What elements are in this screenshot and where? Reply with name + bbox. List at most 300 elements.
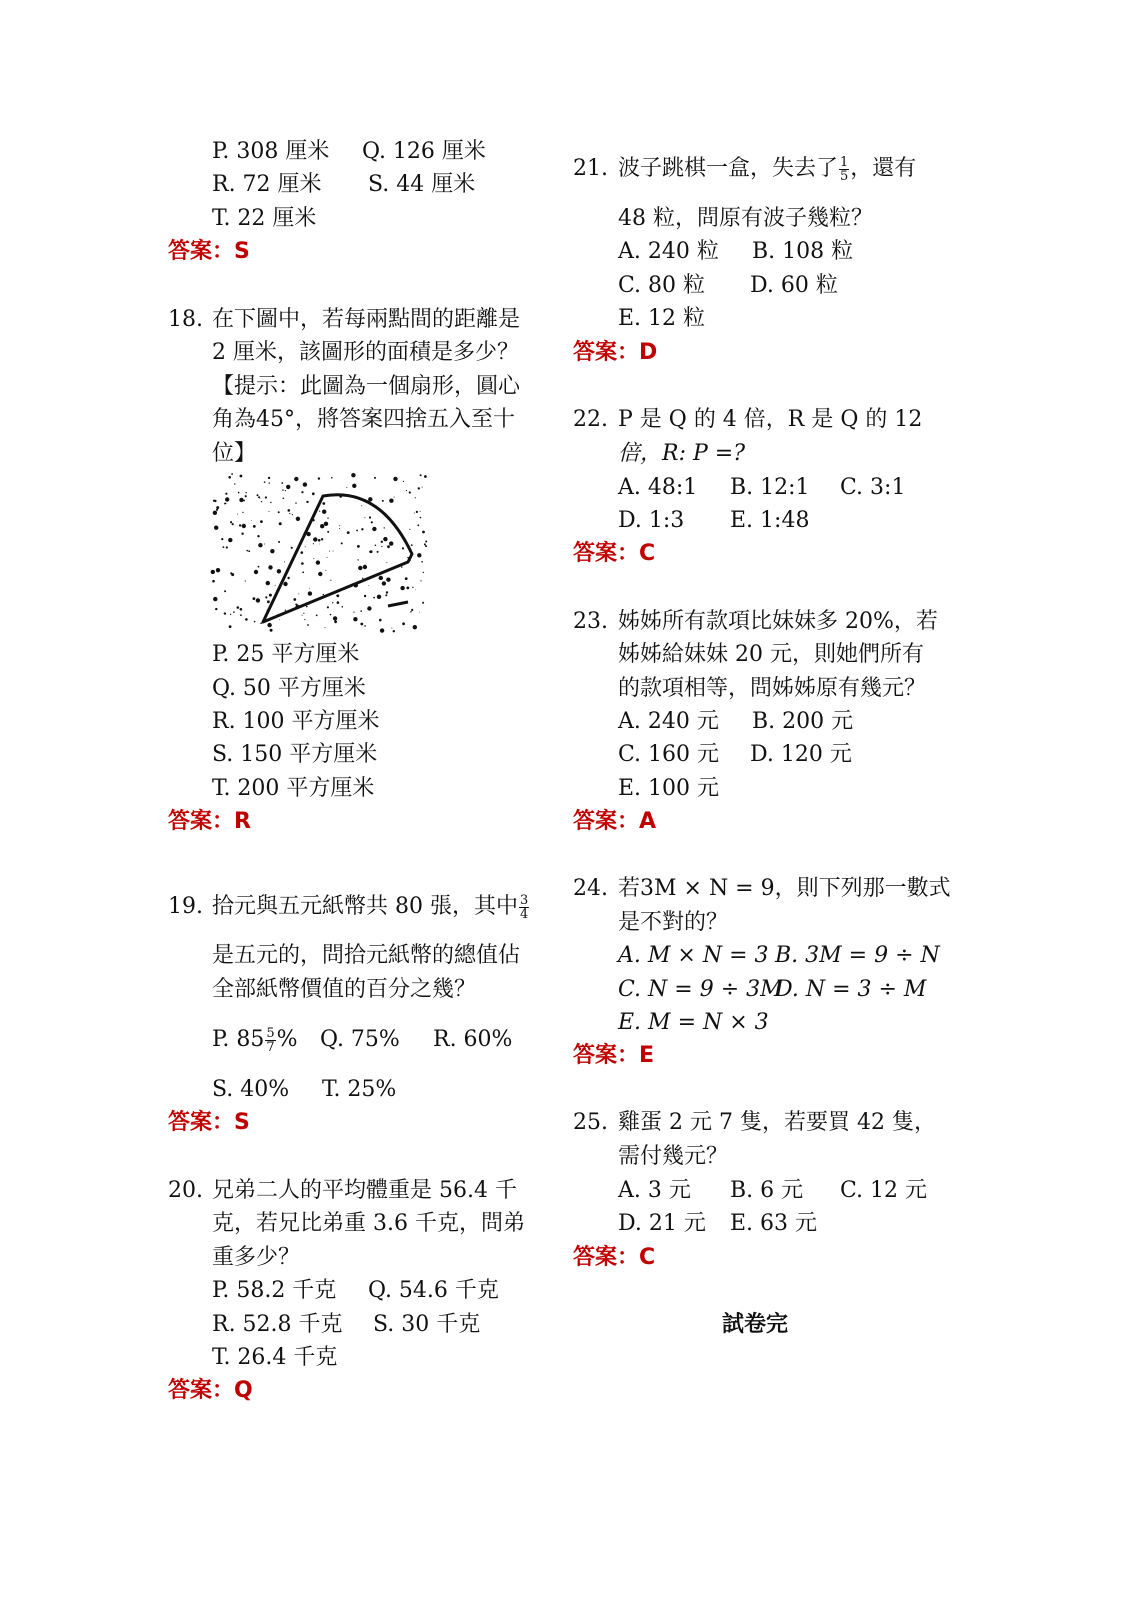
speckle-dot — [416, 511, 418, 513]
speckle-dot — [308, 591, 312, 595]
speckle-dot — [383, 537, 387, 541]
speckle-dot — [224, 590, 226, 592]
q18-option-p: P. 25 平方厘米 — [212, 642, 360, 667]
speckle-dot — [224, 503, 226, 505]
speckle-dot — [269, 594, 272, 597]
q21-option-c: C. 80 粒 — [618, 273, 706, 298]
speckle-dot — [323, 594, 324, 595]
speckle-dot — [341, 542, 343, 544]
speckle-dot — [379, 619, 382, 622]
speckle-dot — [318, 477, 320, 479]
q24-line-1: 若3M × N = 9，則下列那一數式 — [618, 876, 951, 901]
q25-option-d: D. 21 元 — [618, 1211, 706, 1236]
q19-line-1-text: 拾元與五元紙幣共 80 張，其中 — [212, 894, 518, 919]
q23-option-a: A. 240 元 — [618, 709, 719, 734]
speckle-dot — [312, 492, 315, 495]
speckle-dot — [246, 550, 248, 552]
speckle-dot — [339, 525, 340, 526]
speckle-dot — [232, 523, 234, 525]
speckle-dot — [417, 524, 419, 526]
speckle-dot — [318, 539, 321, 542]
speckle-dot — [384, 527, 385, 528]
speckle-dot — [412, 587, 413, 588]
q20-number: 20. — [168, 1178, 203, 1203]
speckle-dot — [422, 531, 425, 534]
speckle-dot — [361, 528, 363, 530]
speckle-dot — [403, 481, 404, 482]
q19-option-p-percent: % — [276, 1027, 298, 1052]
q18-line-2: 2 厘米，該圖形的面積是多少？ — [212, 340, 519, 365]
speckle-dot — [279, 619, 280, 620]
speckle-dot — [296, 517, 300, 521]
speckle-dot — [242, 512, 243, 513]
q22-line-2: 倍，R: P =? — [618, 441, 745, 466]
speckle-dot — [329, 551, 330, 552]
speckle-dot — [361, 505, 362, 506]
speckle-dot — [240, 608, 243, 611]
speckle-dot — [225, 493, 227, 495]
speckle-dot — [373, 597, 375, 599]
q21-fraction-den: 5 — [840, 168, 849, 184]
speckle-dot — [379, 576, 383, 580]
speckle-dot — [285, 490, 286, 491]
speckle-dot — [237, 606, 240, 609]
speckle-dot — [415, 497, 416, 498]
q25-option-a: A. 3 元 — [618, 1178, 691, 1203]
q20-line-1: 兄弟二人的平均體重是 56.4 千 — [212, 1178, 517, 1203]
q18-number: 18. — [168, 307, 203, 332]
speckle-dot — [382, 581, 386, 585]
speckle-dot — [316, 560, 320, 564]
speckle-dot — [422, 602, 424, 604]
q19-fraction — [519, 894, 529, 921]
speckle-dot — [261, 501, 262, 502]
speckle-dot — [305, 546, 306, 547]
speckle-dot — [417, 553, 421, 557]
q20-option-r: R. 52.8 千克 — [212, 1312, 343, 1337]
speckle-dot — [336, 595, 337, 596]
speckle-dot — [226, 503, 227, 504]
speckle-dot — [226, 546, 228, 548]
speckle-dot — [230, 572, 232, 574]
speckle-dot — [233, 611, 235, 613]
speckle-dot — [285, 610, 286, 611]
speckle-dot — [289, 513, 290, 514]
speckle-dot — [215, 608, 217, 610]
q22-answer: 答案：C — [573, 541, 656, 566]
speckle-dot — [327, 531, 329, 533]
speckle-dot — [225, 497, 229, 501]
speckle-dot — [330, 614, 332, 616]
speckle-dot — [325, 570, 326, 571]
q19-option-s: S. 40% — [212, 1077, 290, 1102]
speckle-dot — [221, 538, 223, 540]
speckle-dot — [347, 531, 350, 534]
speckle-dot — [254, 621, 256, 623]
speckle-dot — [264, 481, 266, 483]
speckle-dot — [421, 561, 423, 563]
q24-line-2: 是不對的？ — [618, 910, 729, 935]
speckle-dot — [393, 477, 397, 481]
speckle-dot — [353, 612, 354, 613]
q19-fraction-den: 4 — [519, 906, 529, 922]
q19-line-2: 是五元的，問拾元紙幣的總值佔 — [212, 943, 521, 968]
speckle-dot — [423, 572, 424, 573]
speckle-dot — [309, 588, 310, 589]
q20-answer: 答案：Q — [168, 1378, 253, 1403]
q17-option-r: R. 72 厘米 — [212, 172, 322, 197]
speckle-dot — [318, 572, 322, 576]
q22-line-1: P 是 Q 的 4 倍，R 是 Q 的 12 — [618, 407, 923, 432]
speckle-dot — [270, 502, 271, 503]
speckle-dot — [230, 614, 231, 615]
speckle-dot — [425, 541, 427, 543]
speckle-dot — [212, 580, 215, 583]
speckle-dot — [267, 623, 271, 627]
speckle-dot — [223, 546, 225, 548]
speckle-dot — [356, 530, 358, 532]
speckle-dot — [216, 568, 220, 572]
speckle-dot — [360, 623, 363, 626]
speckle-dot — [339, 528, 340, 529]
speckle-dot — [367, 606, 371, 610]
speckle-dot — [213, 500, 215, 502]
speckle-dot — [346, 487, 347, 488]
q20-option-p: P. 58.2 千克 — [212, 1278, 337, 1303]
q25-line-2: 需付幾元？ — [618, 1144, 729, 1169]
speckle-dot — [254, 570, 258, 574]
speckle-dot — [375, 545, 377, 547]
speckle-dot — [293, 598, 296, 601]
speckle-dot — [420, 517, 422, 519]
speckle-dot — [415, 590, 416, 591]
speckle-dot — [334, 620, 337, 623]
speckle-dot — [282, 489, 283, 490]
speckle-dot — [419, 612, 420, 613]
speckle-dot — [386, 562, 387, 563]
speckle-dot — [307, 624, 309, 626]
speckle-dot — [242, 524, 246, 528]
q19-answer: 答案：S — [168, 1110, 250, 1135]
speckle-dot — [228, 538, 232, 542]
speckle-dot — [393, 630, 395, 632]
speckle-dot — [283, 582, 287, 586]
speckle-dot — [258, 496, 260, 498]
q25-option-c: C. 12 元 — [840, 1178, 928, 1203]
speckle-dot — [333, 616, 337, 620]
q25-option-e: E. 63 元 — [730, 1211, 818, 1236]
speckle-dot — [353, 617, 357, 621]
q23-option-d: D. 120 元 — [750, 742, 852, 767]
q21-number: 21. — [573, 156, 608, 181]
speckle-dot — [257, 535, 259, 537]
speckle-dot — [270, 629, 273, 632]
q22-option-b: B. 12:1 — [730, 475, 810, 500]
q24-option-e: E. M = N × 3 — [618, 1010, 769, 1035]
q19-number: 19. — [168, 894, 203, 919]
q22-number: 22. — [573, 407, 608, 432]
speckle-dot — [313, 537, 317, 541]
q18-line-5: 位】 — [212, 441, 257, 466]
speckle-dot — [245, 580, 246, 581]
speckle-dot — [381, 541, 383, 543]
speckle-dot — [319, 544, 320, 545]
q17-answer: 答案：S — [168, 239, 250, 264]
q19-fraction-num: 3 — [519, 892, 529, 908]
speckle-dot — [327, 606, 329, 608]
speckle-dot — [265, 496, 267, 498]
speckle-dot — [319, 511, 320, 512]
speckle-dot — [321, 538, 323, 540]
speckle-dot — [322, 502, 325, 505]
speckle-dot — [268, 565, 272, 569]
q24-number: 24. — [573, 876, 608, 901]
speckle-dot — [258, 566, 260, 568]
speckle-dot — [301, 551, 304, 554]
speckle-dot — [418, 487, 420, 489]
speckle-dot — [253, 525, 256, 528]
speckle-dot — [256, 598, 260, 602]
speckle-dot — [342, 606, 344, 608]
speckle-dot — [213, 511, 217, 515]
q21-option-e: E. 12 粒 — [618, 306, 706, 331]
q21-fraction-num: 1 — [840, 154, 849, 170]
speckle-dot — [301, 491, 303, 493]
speckle-dot — [260, 520, 263, 523]
speckle-dot — [325, 627, 326, 628]
speckle-dot — [391, 628, 392, 629]
speckle-dot — [401, 586, 402, 587]
speckle-dot — [357, 545, 360, 548]
speckle-dot — [414, 513, 415, 514]
speckle-dot — [394, 497, 395, 498]
q18-line-3: 【提示：此圖為一個扇形，圓心 — [212, 374, 521, 399]
speckle-dot — [228, 476, 231, 479]
speckle-dot — [234, 483, 235, 484]
speckle-dot — [411, 544, 413, 546]
speckle-dot — [298, 593, 299, 594]
speckle-dot — [324, 522, 328, 526]
speckle-dot — [302, 571, 304, 573]
q25-answer: 答案：C — [573, 1245, 656, 1270]
speckle-dot — [240, 614, 242, 616]
speckle-dot — [360, 610, 362, 612]
speckle-dot — [288, 509, 291, 512]
speckle-dot — [320, 524, 324, 528]
speckle-dot — [245, 618, 248, 621]
speckle-dot — [351, 473, 355, 477]
speckle-dot — [385, 594, 387, 596]
speckle-dot — [278, 541, 280, 543]
q19-option-r: R. 60% — [433, 1027, 513, 1052]
q20-option-s: S. 30 千克 — [373, 1312, 481, 1337]
speckle-dot — [264, 544, 265, 545]
speckle-dot — [425, 545, 427, 547]
q18-option-q: Q. 50 平方厘米 — [212, 676, 366, 701]
speckle-dot — [237, 514, 238, 515]
speckle-dot — [239, 524, 241, 526]
q25-line-1: 雞蛋 2 元 7 隻，若要買 42 隻， — [618, 1110, 936, 1135]
speckle-dot — [267, 600, 270, 603]
speckle-dot — [331, 477, 333, 479]
speckle-dot — [332, 602, 333, 603]
speckle-dot — [260, 623, 262, 625]
q20-line-3: 重多少？ — [212, 1245, 301, 1270]
speckle-dot — [389, 541, 393, 545]
speckle-dot — [277, 569, 281, 573]
speckle-dot — [420, 580, 421, 581]
speckle-dot — [213, 597, 217, 601]
speckle-dot — [413, 625, 417, 629]
q21-line-1-tail: ，還有 — [850, 156, 917, 181]
speckle-dot — [387, 545, 390, 548]
speckle-dot — [239, 498, 243, 502]
q21-fraction — [839, 156, 849, 183]
q21-line-1 — [618, 155, 916, 183]
q19-option-q: Q. 75% — [320, 1027, 400, 1052]
speckle-dot — [294, 477, 298, 481]
speckle-dot — [364, 625, 366, 627]
speckle-dot — [240, 475, 243, 478]
q18-option-r: R. 100 平方厘米 — [212, 709, 380, 734]
q19-option-p-den: 7 — [266, 1039, 275, 1055]
speckle-dot — [229, 625, 232, 628]
speckle-dot — [322, 510, 326, 514]
speckle-dot — [362, 578, 363, 579]
speckle-dot — [358, 566, 362, 570]
q21-option-b: B. 108 粒 — [752, 239, 854, 264]
q17-option-p: P. 308 厘米 — [212, 139, 330, 164]
speckle-dot — [303, 482, 307, 486]
q21-option-d: D. 60 粒 — [750, 273, 838, 298]
q17-option-t: T. 22 厘米 — [212, 206, 317, 231]
speckle-dot — [363, 565, 367, 569]
q21-line-1-text: 波子跳棋一盒，失去了 — [618, 156, 839, 181]
q23-option-c: C. 160 元 — [618, 742, 720, 767]
speckle-dot — [377, 595, 381, 599]
speckle-dot — [389, 499, 393, 503]
q23-option-e: E. 100 元 — [618, 776, 720, 801]
speckle-dot — [279, 522, 282, 525]
speckle-dot — [420, 511, 421, 512]
speckle-dot — [380, 628, 384, 632]
speckle-dot — [364, 517, 365, 518]
speckle-dot — [364, 595, 366, 597]
speckle-dot — [409, 491, 411, 493]
speckle-dot — [302, 615, 303, 616]
q24-option-b: B. 3M = 9 ÷ N — [775, 943, 940, 968]
speckle-dot — [269, 482, 270, 483]
speckle-dot — [316, 615, 318, 617]
speckle-dot — [286, 485, 290, 489]
q19-option-p-fraction — [265, 1027, 275, 1054]
q20-option-t: T. 26.4 千克 — [212, 1345, 338, 1370]
speckle-dot — [304, 619, 305, 620]
speckle-dot — [275, 585, 276, 586]
speckle-dot — [422, 487, 423, 488]
speckle-dot — [306, 606, 308, 608]
speckle-dot — [243, 500, 245, 502]
q24-option-d: D. N = 3 ÷ M — [775, 977, 927, 1002]
q24-option-a: A. M × N = 3 — [618, 943, 769, 968]
speckle-dot — [379, 578, 380, 579]
speckle-dot — [386, 578, 390, 582]
speckle-dot — [327, 557, 328, 558]
speckle-dot — [369, 516, 371, 518]
speckle-dot — [410, 611, 412, 613]
sector-dot-figure — [210, 472, 430, 634]
q23-answer: 答案：A — [573, 809, 657, 834]
speckle-dot — [371, 521, 373, 523]
speckle-dot — [284, 561, 285, 562]
q19-option-p-num: 5 — [266, 1025, 275, 1041]
speckle-dot — [401, 566, 402, 567]
speckle-dot — [306, 501, 308, 503]
speckle-dot — [287, 577, 289, 579]
speckle-dot — [405, 577, 408, 580]
q18-option-s: S. 150 平方厘米 — [212, 742, 378, 767]
speckle-dot — [257, 494, 259, 496]
q21-option-a: A. 240 粒 — [618, 239, 719, 264]
speckle-dot — [330, 580, 331, 581]
speckle-dot — [406, 490, 407, 491]
q24-answer: 答案：E — [573, 1043, 655, 1068]
speckle-dot — [268, 477, 270, 479]
speckle-dot — [313, 558, 314, 559]
speckle-dot — [266, 581, 270, 585]
speckle-dot — [283, 498, 285, 500]
speckle-dot — [265, 596, 267, 598]
q19-line-3: 全部紙幣價值的百分之幾？ — [212, 977, 477, 1002]
q23-number: 23. — [573, 609, 608, 634]
speckle-dot — [231, 473, 233, 475]
speckle-dot — [214, 526, 218, 530]
speckle-dot — [406, 587, 409, 590]
q23-line-2: 姊姊給妹妹 20 元，則她們所有 — [618, 642, 924, 667]
speckle-dot — [372, 527, 376, 531]
speckle-dot — [402, 547, 404, 549]
q22-option-c: C. 3:1 — [840, 475, 906, 500]
speckle-dot — [295, 502, 296, 503]
q18-line-1: 在下圖中，若每兩點間的距離是 — [212, 307, 521, 332]
q20-line-2: 克，若兄比弟重 3.6 千克，問弟 — [212, 1211, 525, 1236]
speckle-dot — [352, 484, 356, 488]
speckle-dot — [313, 543, 314, 544]
speckle-dot — [230, 521, 232, 523]
speckle-dot — [269, 511, 270, 512]
q23-option-b: B. 200 元 — [752, 709, 854, 734]
speckle-dot — [409, 529, 410, 530]
speckle-dot — [377, 551, 379, 553]
q25-number: 25. — [573, 1110, 608, 1135]
speckle-dot — [291, 547, 293, 549]
speckle-dot — [303, 613, 304, 614]
speckle-dot — [386, 591, 388, 593]
q22-option-a: A. 48:1 — [618, 475, 698, 500]
q23-line-1: 姊姊所有款項比妹妹多 20%，若 — [618, 609, 938, 634]
speckle-dot — [370, 550, 373, 553]
speckle-dot — [333, 551, 334, 552]
q21-answer: 答案：D — [573, 340, 658, 365]
q22-option-d: D. 1:3 — [618, 508, 685, 533]
speckle-dot — [368, 585, 369, 586]
speckle-dot — [327, 517, 328, 518]
q17-option-s: S. 44 厘米 — [368, 172, 476, 197]
speckle-dot — [357, 559, 358, 560]
q19-option-p — [212, 1026, 298, 1054]
q22-option-e: E. 1:48 — [730, 508, 810, 533]
speckle-dot — [420, 474, 422, 476]
